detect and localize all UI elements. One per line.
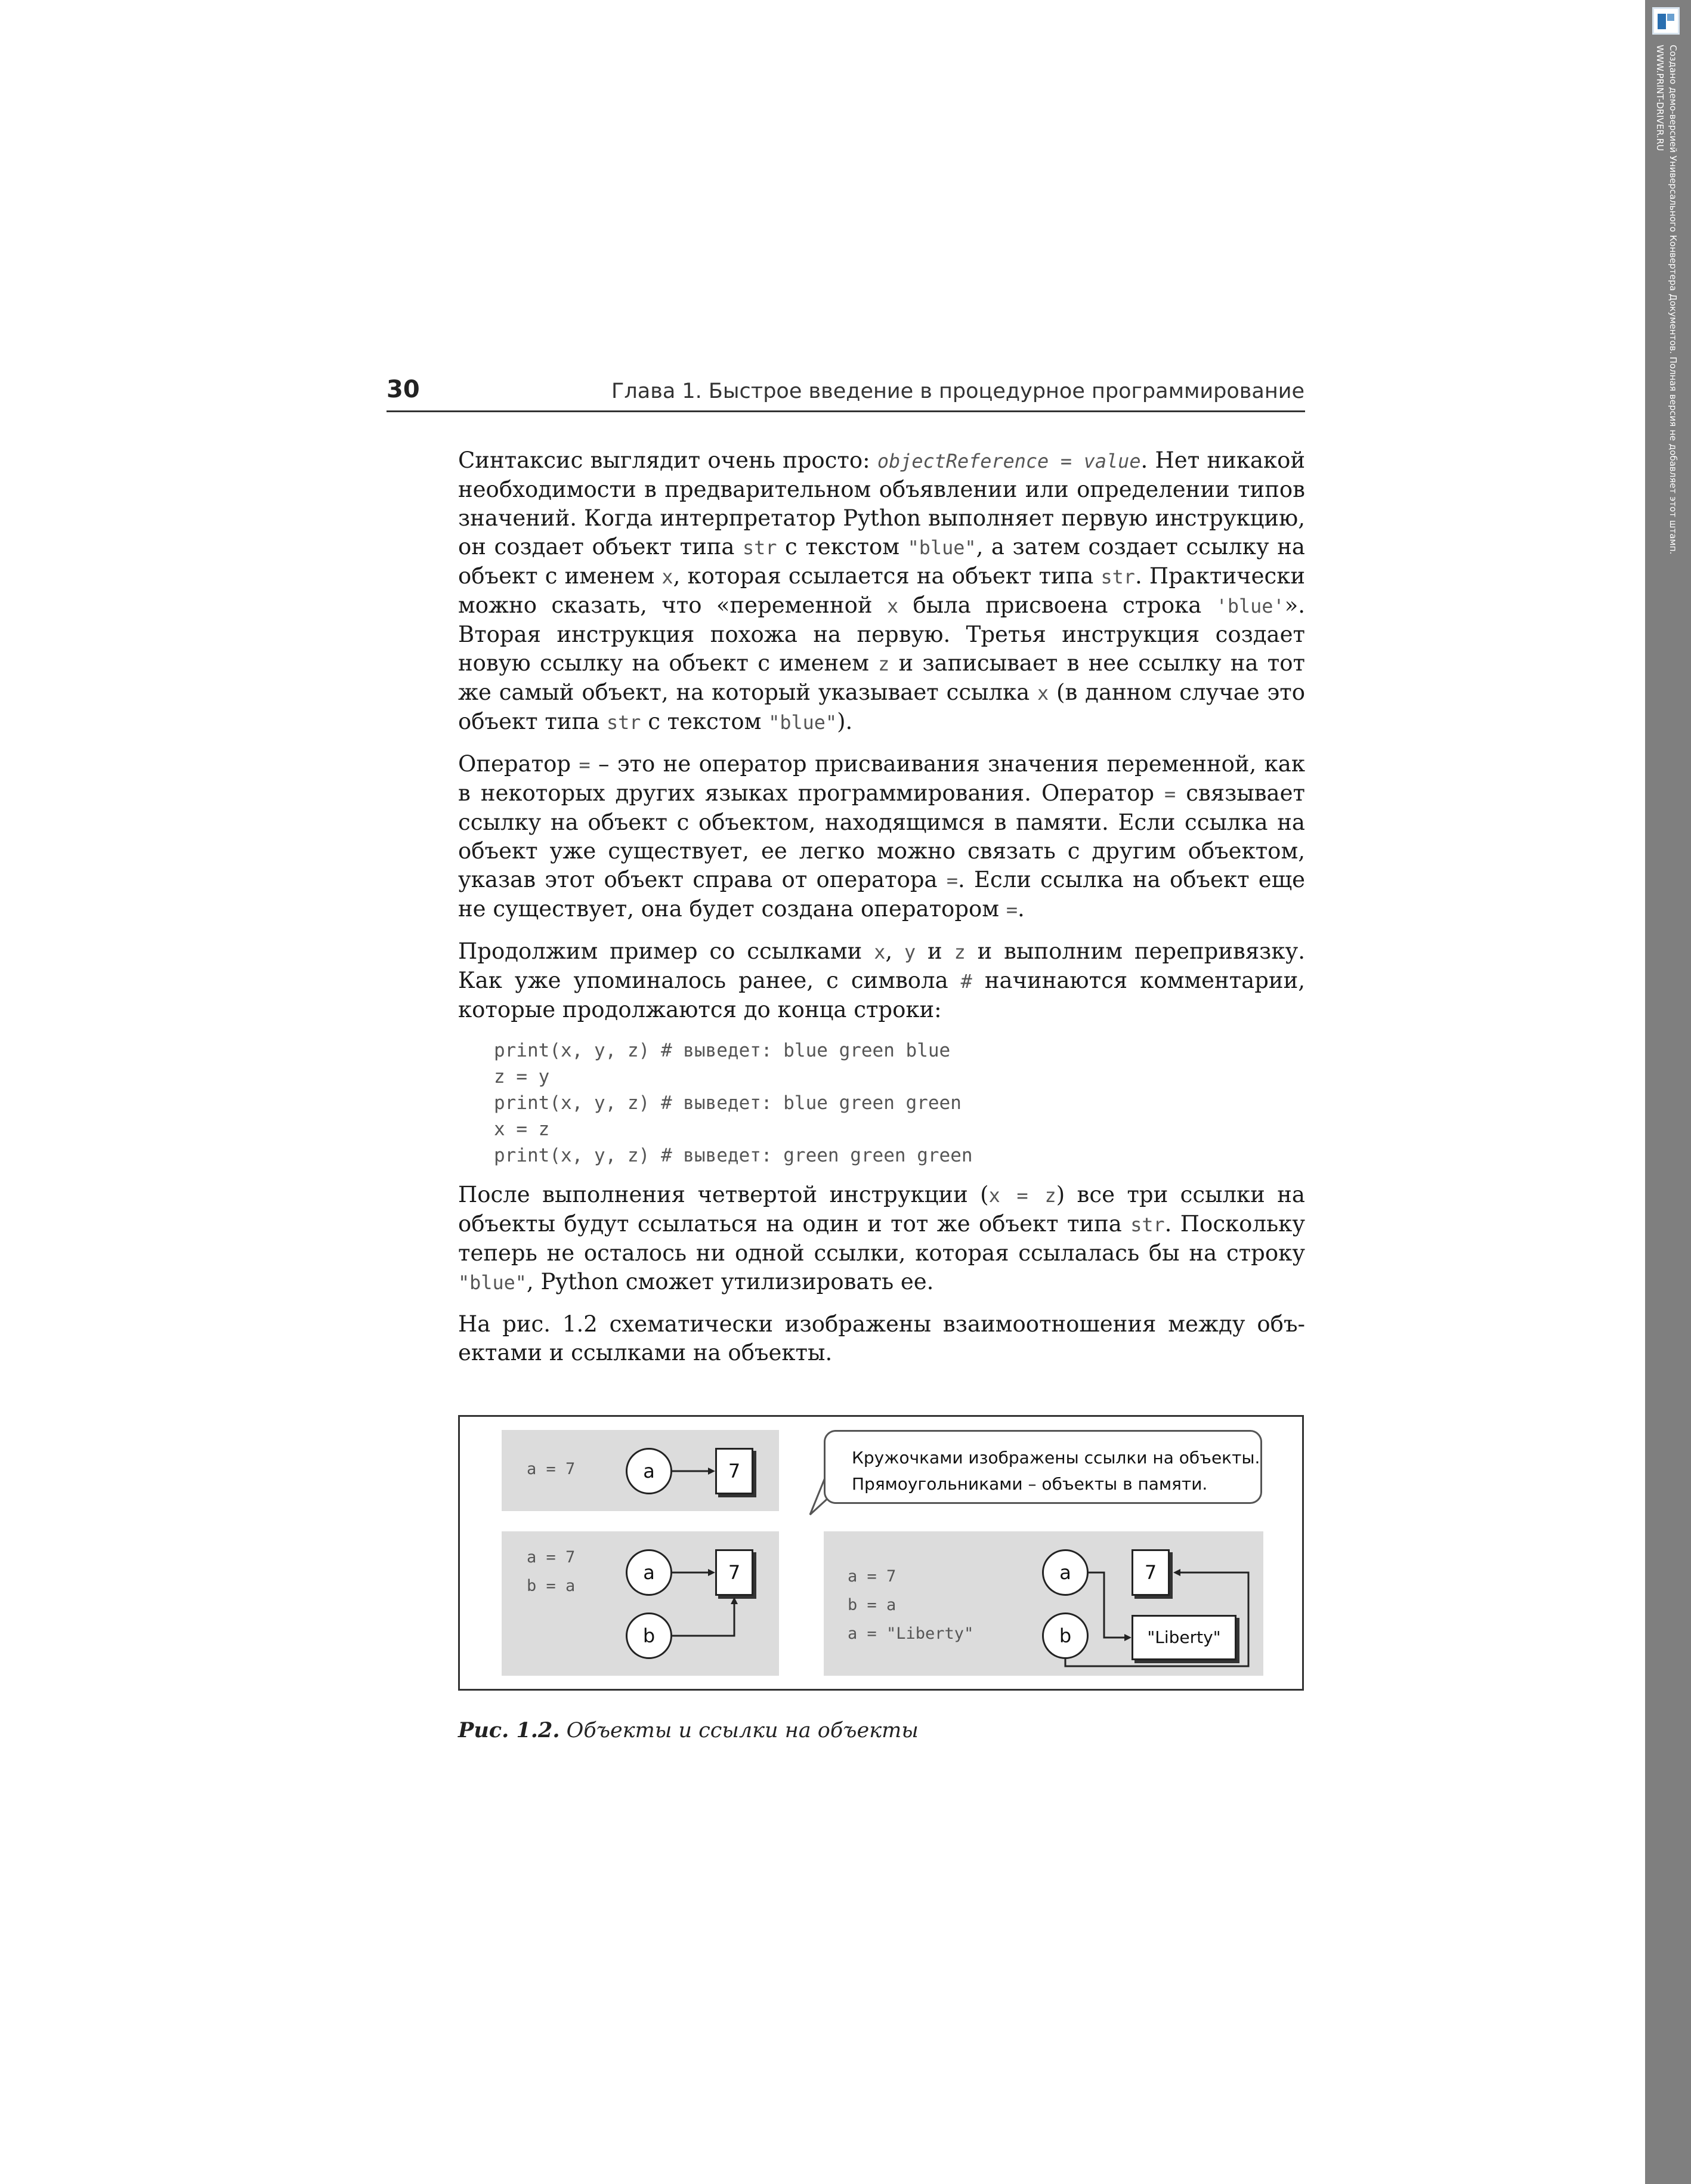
paragraph-2 [458, 750, 1305, 924]
panel-1-arrows [502, 1430, 779, 1511]
text: с текстом [777, 534, 908, 560]
paragraph-3 [458, 937, 1305, 1024]
figure-1-2 [458, 1415, 1304, 1691]
text: Синтаксис выглядит очень просто: [458, 447, 877, 473]
text: ». Вторая инструкция похожа на первую. Третья инструкция создает новую ссылку на объект с именем [458, 592, 1305, 676]
text: , которая ссылается на объект типа [673, 563, 1101, 589]
inline-code: "blue" [768, 711, 837, 734]
text: начинаются комментарии, которые продолжаются до конца строки: [458, 968, 1305, 1023]
panel-1 [502, 1430, 779, 1511]
panel-2-code-1: a = 7 [527, 1548, 576, 1567]
text: Продолжим пример со ссылками [458, 938, 874, 964]
code-line: print(x, y, z) # выведет: green green green [494, 1145, 973, 1166]
inline-code: x [1037, 682, 1049, 705]
caption-label: Рис. 1.2. [458, 1718, 560, 1743]
text: ). [837, 709, 853, 734]
reference-a-circle: a [1042, 1549, 1089, 1596]
panel-2-arrows [502, 1531, 779, 1676]
text: , Python сможет утилизировать ее. [526, 1269, 934, 1295]
inline-code: str [743, 536, 777, 559]
text: ) все три ссылки на объекты будут ссылаться на один и тот же объект типа [458, 1182, 1305, 1237]
page-number: 30 [387, 376, 420, 403]
figure-caption [458, 1718, 919, 1743]
caption-text: Объекты и ссылки на объекты [559, 1719, 919, 1743]
reference-b-circle: b [626, 1612, 672, 1659]
inline-code: "blue" [907, 536, 976, 559]
inline-code: str [1130, 1213, 1165, 1236]
code-line: z = y [494, 1066, 550, 1088]
panel-1-code: a = 7 [527, 1460, 576, 1478]
reference-b-circle: b [1042, 1612, 1089, 1659]
code-line: print(x, y, z) # выведет: blue green green [494, 1092, 962, 1114]
reference-a-circle: a [626, 1448, 672, 1494]
inline-code: x [874, 941, 886, 963]
panel-3-code-2: b = a [848, 1596, 896, 1614]
text: Оператор [458, 751, 579, 777]
paragraph-1 [458, 446, 1305, 737]
inline-code: x = z [988, 1184, 1056, 1207]
object-7-box: 7 [715, 1549, 753, 1596]
object-7-box: 7 [715, 1448, 753, 1494]
text: . Если ссылка на объект еще не существует, она будет создана оператором [458, 867, 1305, 922]
inline-code: z [878, 653, 890, 675]
text: (в данном случае это объект типа [458, 679, 1305, 734]
legend-callout [824, 1430, 1262, 1504]
panel-3-arrows [824, 1531, 1263, 1676]
text: . Практически можно сказать, что «переменной [458, 563, 1305, 618]
inline-code: str [606, 711, 641, 734]
inline-code: = [1164, 783, 1176, 805]
inline-code: "blue" [458, 1271, 527, 1294]
panel-3 [824, 1531, 1263, 1676]
callout-line-2: Прямоугольниками – объекты в памяти. [852, 1474, 1208, 1494]
inline-code: y [904, 941, 916, 963]
text: . Поскольку теперь не осталось ни одной ссылки, которая ссылалась бы на строку [458, 1211, 1306, 1266]
text: , [885, 938, 904, 964]
inline-code: = [579, 753, 591, 776]
text: и записывает в нее ссылку на тот же самый объект, на который указывает ссылка [458, 650, 1305, 705]
inline-code: z [954, 941, 966, 963]
header-rule [387, 410, 1305, 412]
code-block [494, 1037, 1305, 1169]
paragraph-5 [458, 1310, 1305, 1367]
inline-code: str [1100, 566, 1135, 588]
text: и [916, 938, 954, 964]
converter-logo-icon [1652, 7, 1680, 35]
inline-code: 'blue' [1216, 595, 1285, 617]
inline-code: x [661, 566, 673, 588]
code-line: print(x, y, z) # выведет: blue green blue [494, 1040, 951, 1061]
demo-stamp [1653, 45, 1680, 554]
text: связывает ссылку на объект с объектом, находящимся в памяти. Если ссылка на объект уже существует, ее легко можно связать с другим объектом, указав этот объект справа от оператора [458, 780, 1305, 892]
inline-code: # [960, 970, 972, 993]
text: и выполним перепривязку. Как уже упоминалось ранее, с символа [458, 938, 1306, 993]
running-head: Глава 1. Быстрое введение в процедурное программирование [611, 379, 1304, 403]
text: . Нет никакой необходимости в предварительном объявлении или определении типов значений. Когда интерпретатор Python выполняет первую инструкцию, он создает объект типа [458, 447, 1306, 560]
text: была присвоена строка [898, 592, 1216, 618]
body-text [458, 446, 1305, 1380]
reference-a-circle: a [626, 1549, 672, 1596]
panel-3-code-1: a = 7 [848, 1567, 896, 1586]
code-line: x = z [494, 1119, 550, 1140]
panel-3-code-3: a = "Liberty" [848, 1624, 974, 1643]
inline-code: x [886, 595, 899, 617]
panel-2 [502, 1531, 779, 1676]
text: с текстом [641, 709, 769, 734]
callout-line-1: Кружочками изображены ссылки на объекты. [852, 1448, 1260, 1468]
text: На рис. 1.2 схематически изображены взаимоотношения между объектами и ссылками на объекты. [458, 1311, 1305, 1366]
inline-code: = [1006, 898, 1018, 921]
inline-code: objectReference = value [877, 450, 1141, 472]
text: – это не оператор присваивания значения переменной, как в некоторых других языках программирования. Оператор [458, 751, 1305, 806]
text: . [1017, 896, 1025, 922]
paragraph-4 [458, 1181, 1305, 1297]
panel-2-code-2: b = a [527, 1577, 576, 1595]
inline-code: = [946, 869, 959, 892]
demo-stamp-line2: WWW.PRINT-DRIVER.RU [1655, 45, 1665, 152]
object-liberty-box: "Liberty" [1132, 1615, 1236, 1660]
object-7-box: 7 [1132, 1549, 1170, 1596]
text: После выполнения четвертой инструкции ( [458, 1182, 989, 1207]
demo-stamp-line1: Создано демо-версией Универсального Конвертера Документов. Полная версия не добавляет этот штамп. [1668, 45, 1678, 555]
text: , а затем создает ссылку на объект с именем [458, 534, 1305, 589]
